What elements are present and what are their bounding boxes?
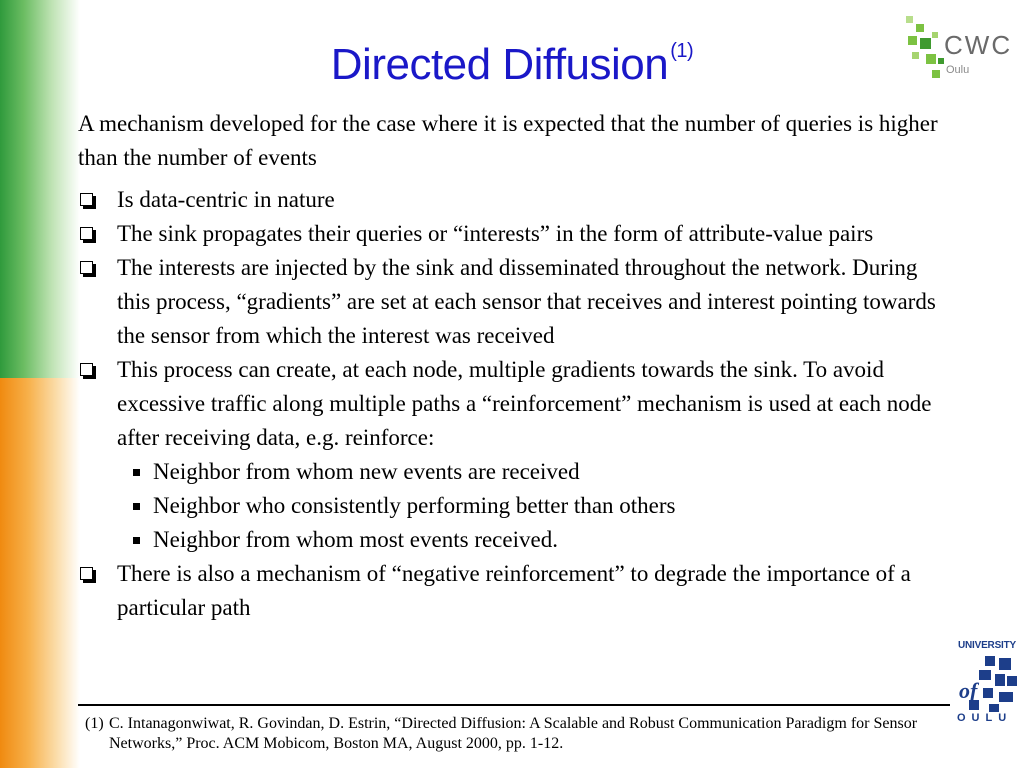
bullet-text: Is data-centric in nature [117, 187, 335, 212]
footnote-text: C. Intanagonwiwat, R. Govindan, D. Estrin, “Directed Diffusion: A Scalable and Robust Communication Paradigm for Sensor Networks,” Proc. ACM Mobicom, Boston MA, August 2000, pp. 1-12. [109, 715, 918, 752]
bullet-text: The interests are injected by the sink and disseminated throughout the network. During this process, “gradients” are set at each sensor that receives and interest pointing towards the sensor from which the interest was received [117, 255, 936, 348]
bullet-item [78, 251, 950, 353]
slide-title [0, 40, 1024, 90]
footnote-number: (1) [85, 715, 104, 732]
sub-bullet-text: Neighbor from whom most events received. [153, 527, 558, 552]
cwc-logo-squares-icon [902, 14, 948, 86]
sub-bullet-list [117, 455, 950, 557]
title-superscript: (1) [670, 40, 694, 62]
sub-bullet-text: Neighbor who consistently performing better than others [153, 493, 676, 518]
cwc-logo-text: CWC [944, 30, 1013, 60]
university-logo-emblem-icon [955, 654, 1019, 714]
sub-bullet-text: Neighbor from whom new events are received [153, 459, 580, 484]
bullet-item [78, 353, 950, 557]
checkbox-bullet-icon [80, 567, 93, 580]
checkbox-bullet-icon [80, 193, 93, 206]
bullet-item [78, 183, 950, 217]
square-bullet-icon [133, 503, 140, 510]
square-bullet-icon [133, 537, 140, 544]
intro-paragraph: A mechanism developed for the case where it is expected that the number of queries is higher than the number of events [78, 111, 938, 170]
bullet-item [78, 217, 950, 251]
slide-title-text: Directed Diffusion [330, 40, 669, 89]
university-logo-bottom-text: OULU [957, 712, 1013, 724]
bullet-text: There is also a mechanism of “negative reinforcement” to degrade the importance of a particular path [117, 561, 911, 620]
sub-bullet-item [117, 523, 950, 557]
bullet-text: This process can create, at each node, multiple gradients towards the sink. To avoid excessive traffic along multiple paths a “reinforcement” mechanism is used at each node after receiving data, e.g. reinforce: [117, 357, 932, 450]
university-logo-top-text: UNIVERSITY [957, 640, 1016, 651]
sub-bullet-item [117, 455, 950, 489]
university-of-oulu-logo [955, 640, 1019, 730]
square-bullet-icon [133, 469, 140, 476]
cwc-logo [902, 14, 1020, 86]
checkbox-bullet-icon [80, 227, 93, 240]
checkbox-bullet-icon [80, 363, 93, 376]
university-logo-of-text: of [959, 678, 978, 703]
sub-bullet-item [117, 489, 950, 523]
bullet-list [78, 183, 950, 625]
side-bar-orange [0, 378, 80, 768]
bullet-text: The sink propagates their queries or “interests” in the form of attribute-value pairs [117, 221, 874, 246]
footnote [85, 714, 955, 754]
checkbox-bullet-icon [80, 261, 93, 274]
cwc-logo-subtext: Oulu [946, 64, 970, 76]
footnote-divider [78, 704, 950, 706]
slide-body [78, 107, 950, 625]
bullet-item [78, 557, 950, 625]
